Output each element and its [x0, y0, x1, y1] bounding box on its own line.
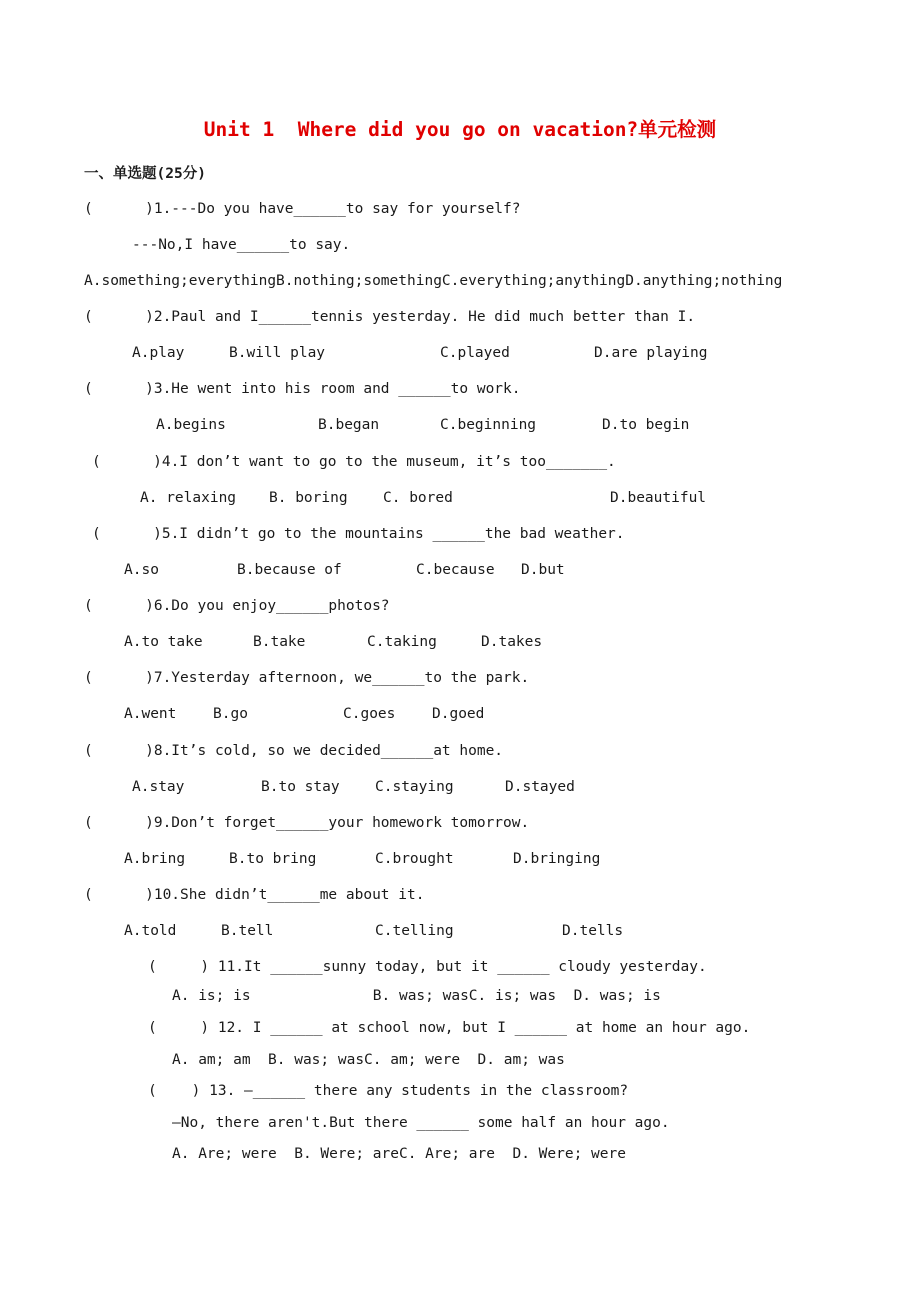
- question-13-options: A. Are; were B. Were; areC. Are; are D. Were; were: [172, 1146, 626, 1162]
- question-4-option-d: D.beautiful: [610, 490, 707, 506]
- question-7-option-c: C.goes: [343, 706, 396, 722]
- question-7-option-d: D.goed: [432, 706, 485, 722]
- question-8-option-c: C.staying: [375, 779, 454, 795]
- question-10-stem: ( )10.She didn’t______me about it.: [84, 887, 425, 903]
- question-3-option-c: C.beginning: [440, 417, 537, 433]
- question-8-option-a: A.stay: [132, 779, 185, 795]
- question-7-option-b: B.go: [213, 706, 248, 722]
- question-11-stem: ( ) 11.It ______sunny today, but it ______ cloudy yesterday.: [148, 959, 707, 975]
- question-9-stem: ( )9.Don’t forget______your homework tomorrow.: [84, 815, 530, 831]
- question-11-options: A. is; is B. was; wasC. is; was D. was; is: [172, 988, 661, 1004]
- question-5-option-a: A.so: [124, 562, 159, 578]
- question-9-option-b: B.to bring: [229, 851, 317, 867]
- question-9-option-c: C.brought: [375, 851, 454, 867]
- question-4-option-a: A. relaxing: [140, 490, 237, 506]
- question-8-stem: ( )8.It’s cold, so we decided______at home.: [84, 743, 504, 759]
- question-6-option-d: D.takes: [481, 634, 543, 650]
- question-1-reply: ---No,I have______to say.: [132, 237, 351, 253]
- question-4-stem: ( )4.I don’t want to go to the museum, it’s too_______.: [92, 454, 616, 470]
- question-10-option-d: D.tells: [562, 923, 624, 939]
- question-3-option-a: A.begins: [156, 417, 226, 433]
- question-9-option-a: A.bring: [124, 851, 186, 867]
- question-5-option-c: C.because: [416, 562, 495, 578]
- question-13-stem: ( ) 13. —______ there any students in the classroom?: [148, 1083, 629, 1099]
- question-9-option-d: D.bringing: [513, 851, 601, 867]
- question-6-option-a: A.to take: [124, 634, 203, 650]
- question-3-option-b: B.began: [318, 417, 380, 433]
- question-2-option-c: C.played: [440, 345, 510, 361]
- question-3-option-d: D.to begin: [602, 417, 690, 433]
- question-6-option-c: C.taking: [367, 634, 437, 650]
- question-10-option-a: A.told: [124, 923, 177, 939]
- question-1-options: A.something;everythingB.nothing;somethingC.everything;anythingD.anything;nothing: [84, 273, 783, 289]
- question-6-option-b: B.take: [253, 634, 306, 650]
- question-5-stem: ( )5.I didn’t go to the mountains ______the bad weather.: [92, 526, 625, 542]
- question-8-option-d: D.stayed: [505, 779, 575, 795]
- question-10-option-b: B.tell: [221, 923, 274, 939]
- question-13-reply: —No, there aren't.But there ______ some half an hour ago.: [172, 1115, 670, 1131]
- question-1-stem: ( )1.---Do you have______to say for yourself?: [84, 201, 521, 217]
- question-2-option-d: D.are playing: [594, 345, 708, 361]
- question-3-stem: ( )3.He went into his room and ______to work.: [84, 381, 521, 397]
- question-6-stem: ( )6.Do you enjoy______photos?: [84, 598, 390, 614]
- question-5-option-d: D.but: [521, 562, 565, 578]
- question-7-option-a: A.went: [124, 706, 177, 722]
- question-8-option-b: B.to stay: [261, 779, 340, 795]
- page-title: Unit 1 Where did you go on vacation?单元检测: [203, 118, 717, 141]
- question-2-option-a: A.play: [132, 345, 185, 361]
- section-heading: 一、单选题(25分): [84, 166, 206, 182]
- question-12-options: A. am; am B. was; wasC. am; were D. am; was: [172, 1052, 565, 1068]
- question-12-stem: ( ) 12. I ______ at school now, but I ______ at home an hour ago.: [148, 1020, 751, 1036]
- question-4-option-b: B. boring: [269, 490, 348, 506]
- question-2-stem: ( )2.Paul and I______tennis yesterday. He did much better than I.: [84, 309, 696, 325]
- question-4-option-c: C. bored: [383, 490, 453, 506]
- question-5-option-b: B.because of: [237, 562, 342, 578]
- question-7-stem: ( )7.Yesterday afternoon, we______to the park.: [84, 670, 530, 686]
- question-2-option-b: B.will play: [229, 345, 326, 361]
- question-10-option-c: C.telling: [375, 923, 454, 939]
